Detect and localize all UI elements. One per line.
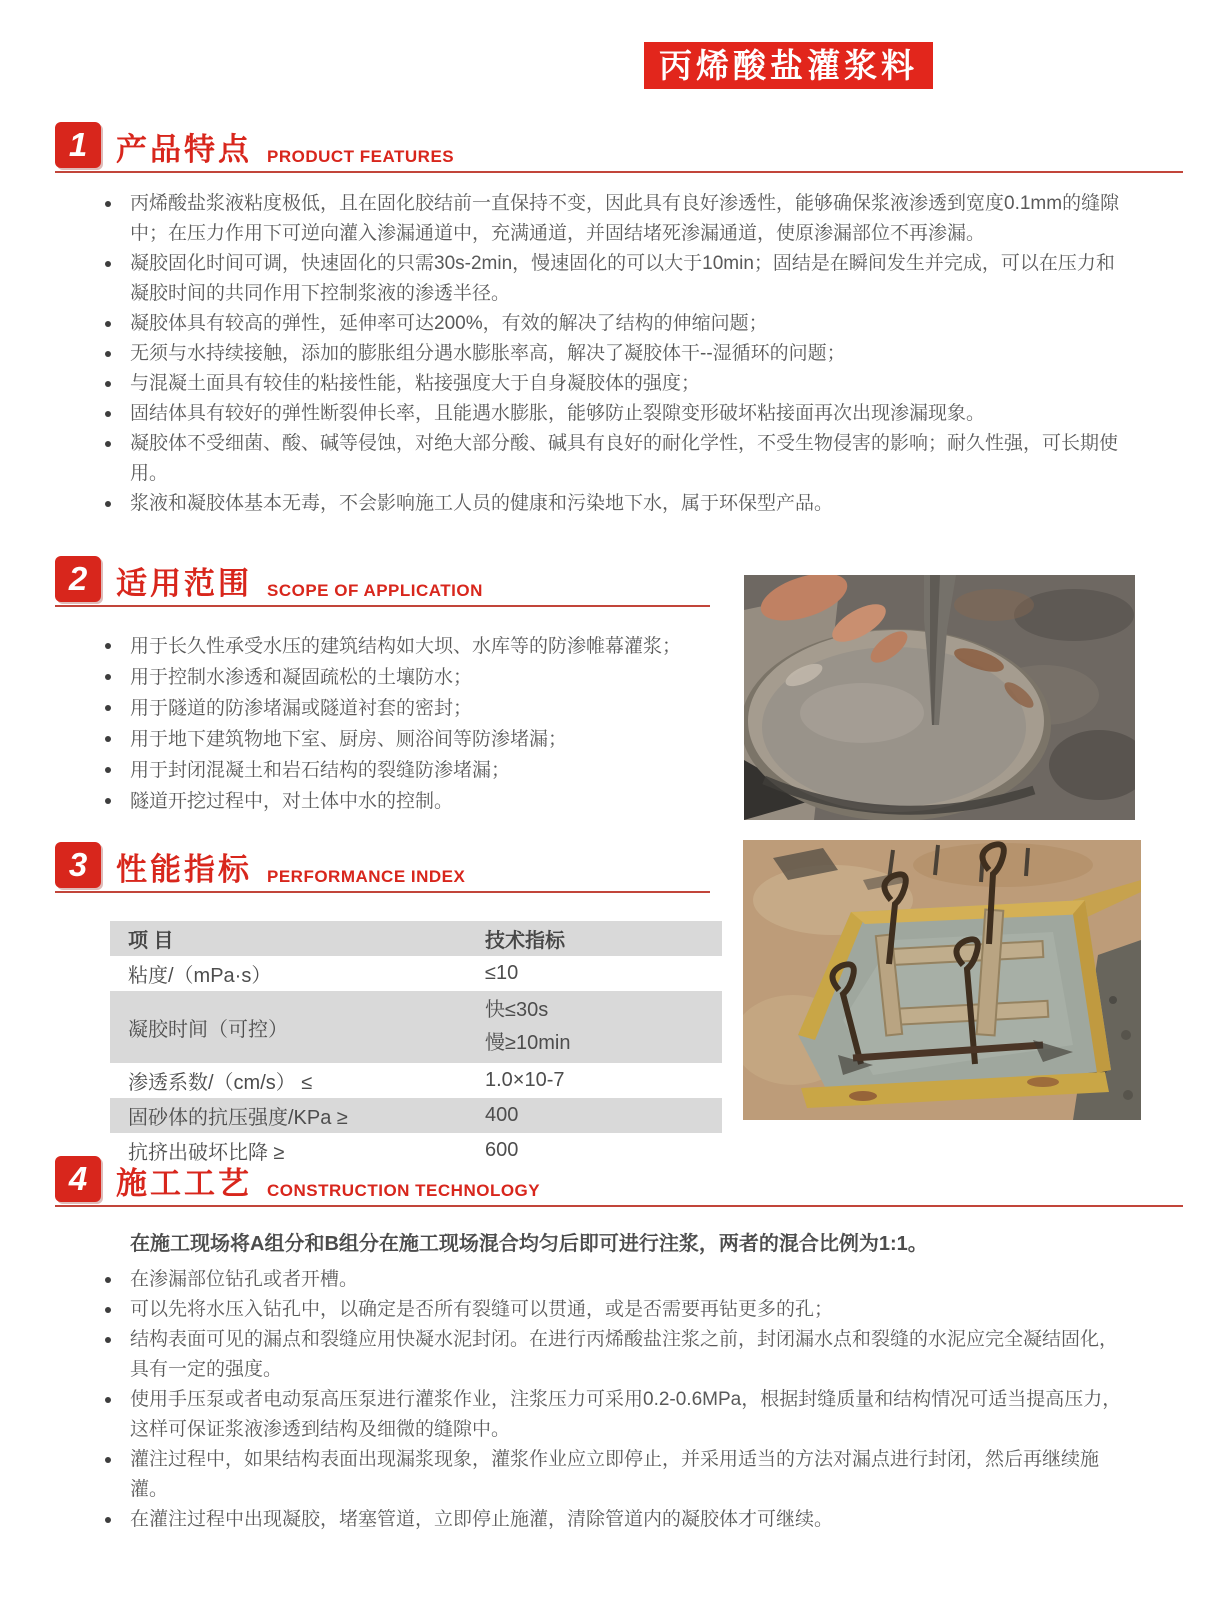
section-underline — [55, 605, 710, 607]
section-title-en: SCOPE OF APPLICATION — [267, 581, 483, 600]
slurry-mixing-illustration — [744, 575, 1135, 820]
bullet-dot — [105, 736, 111, 742]
table-cell: ≤10 — [485, 962, 519, 984]
list-item — [55, 249, 1130, 309]
bullet-text: 用于隧道的防渗堵漏或隧道衬套的密封； — [130, 698, 473, 719]
list-item — [55, 1505, 1130, 1535]
list-item — [55, 662, 745, 693]
bullet-dot — [105, 767, 111, 773]
list-item — [55, 724, 745, 755]
bullet-text: 无须与水持续接触，添加的膨胀组分遇水膨胀率高，解决了凝胶体干--湿循环的问题； — [130, 343, 846, 364]
section-title-en: CONSTRUCTION TECHNOLOGY — [267, 1181, 541, 1200]
bullet-text: 浆液和凝胶体基本无毒，不会影响施工人员的健康和污染地下水，属于环保型产品。 — [130, 493, 834, 514]
bullet-text: 固结体具有较好的弹性断裂伸长率，且能遇水膨胀，能够防止裂隙变形破坏粘接面再次出现渗漏现象。 — [130, 403, 986, 424]
construction-step-list — [55, 1265, 1130, 1535]
bullet-dot — [105, 1397, 111, 1403]
section-construction-technology — [55, 1156, 1183, 1535]
table-cell-line: 慢≥10min — [485, 1032, 571, 1054]
product-title-banner: 丙烯酸盐灌浆料 — [644, 42, 933, 89]
bullet-text: 在灌注过程中出现凝胶，堵塞管道，立即停止施灌，清除管道内的凝胶体才可继续。 — [130, 1509, 834, 1530]
bullet-text: 在渗漏部位钻孔或者开槽。 — [130, 1269, 359, 1290]
bullet-dot — [105, 441, 111, 447]
table-cell: 抗挤出破坏比降 ≥ — [128, 1142, 285, 1164]
application-list — [55, 631, 745, 817]
section-product-features — [55, 122, 1183, 519]
bullet-text: 凝胶体具有较高的弹性，延伸率可达200%，有效的解决了结构的伸缩问题； — [130, 313, 768, 334]
list-item — [55, 693, 745, 724]
feature-list — [55, 189, 1130, 519]
table-cell: 400 — [485, 1104, 519, 1126]
slurry-mixing-photo — [744, 575, 1135, 820]
section-header — [55, 122, 1183, 168]
concrete-formwork-photo — [743, 840, 1141, 1120]
table-cell: 固砂体的抗压强度/KPa ≥ — [128, 1107, 348, 1129]
table-row — [110, 1098, 722, 1133]
bullet-dot — [105, 381, 111, 387]
list-item — [55, 309, 1130, 339]
bullet-dot — [105, 1457, 111, 1463]
bullet-text: 丙烯酸盐浆液粘度极低，且在固化胶结前一直保持不变，因此具有良好渗透性，能够确保浆液渗透到宽度0.1mm的缝隙中；在压力作用下可逆向灌入渗漏通道中，充满通道，并固结堵死渗漏通道，使原渗漏部位不再渗漏。 — [130, 193, 1120, 244]
list-item — [55, 1385, 1130, 1445]
bullet-dot — [105, 674, 111, 680]
bullet-text: 用于长久性承受水压的建筑结构如大坝、水库等的防渗帷幕灌浆； — [130, 636, 682, 657]
bullet-dot — [105, 1337, 111, 1343]
section-underline — [55, 1205, 1183, 1207]
table-cell: 1.0×10-7 — [485, 1069, 565, 1091]
bullet-dot — [105, 261, 111, 267]
bullet-text: 隧道开挖过程中，对土体中水的控制。 — [130, 791, 454, 812]
bullet-dot — [105, 1277, 111, 1283]
bullet-dot — [105, 643, 111, 649]
bullet-dot — [105, 201, 111, 207]
table-row — [110, 991, 722, 1063]
table-cell — [467, 991, 722, 1063]
bullet-dot — [105, 351, 111, 357]
bullet-text: 凝胶固化时间可调，快速固化的只需30s-2min，慢速固化的可以大于10min；固结是在瞬间发生并完成，可以在压力和凝胶时间的共同作用下控制浆液的渗透半径。 — [130, 253, 1115, 304]
bullet-dot — [105, 798, 111, 804]
bullet-dot — [105, 1307, 111, 1313]
table-cell: 600 — [485, 1139, 519, 1161]
section-title-cn: 施工工艺 — [116, 1166, 252, 1201]
bullet-text: 用于控制水渗透和凝固疏松的土壤防水； — [130, 667, 473, 688]
section-title-cn: 产品特点 — [116, 132, 252, 167]
bullet-text: 使用手压泵或者电动泵高压泵进行灌浆作业，注浆压力可采用0.2-0.6MPa，根据封缝质量和结构情况可适当提高压力，这样可保证浆液渗透到结构及细微的缝隙中。 — [130, 1389, 1122, 1440]
list-item — [55, 1265, 1130, 1295]
bullet-dot — [105, 705, 111, 711]
bullet-dot — [105, 411, 111, 417]
list-item — [55, 631, 745, 662]
list-item — [55, 339, 1130, 369]
bullet-dot — [105, 321, 111, 327]
table-cell: 渗透系数/（cm/s） ≤ — [128, 1072, 313, 1094]
bullet-dot — [105, 501, 111, 507]
list-item — [55, 755, 745, 786]
list-item — [55, 786, 745, 817]
table-row — [110, 1063, 722, 1098]
section-underline — [55, 171, 1183, 173]
section-number-badge: 2 — [55, 556, 101, 602]
section-title-en: PERFORMANCE INDEX — [267, 867, 466, 886]
list-item — [55, 399, 1130, 429]
bullet-text: 凝胶体不受细菌、酸、碱等侵蚀，对绝大部分酸、碱具有良好的耐化学性，不受生物侵害的影响；耐久性强，可长期使用。 — [130, 433, 1119, 484]
bullet-text: 与混凝土面具有较佳的粘接性能，粘接强度大于自身凝胶体的强度； — [130, 373, 701, 394]
section-number-badge: 1 — [55, 122, 101, 168]
bullet-text: 用于地下建筑物地下室、厨房、厕浴间等防渗堵漏； — [130, 729, 568, 750]
table-row — [110, 956, 722, 991]
section-underline — [55, 891, 710, 893]
list-item — [55, 489, 1130, 519]
bullet-text: 灌注过程中，如果结构表面出现漏浆现象，灌浆作业应立即停止，并采用适当的方法对漏点进行封闭，然后再继续施灌。 — [130, 1449, 1100, 1500]
concrete-formwork-illustration — [743, 840, 1141, 1120]
list-item — [55, 189, 1130, 249]
table-header-cell: 项 目 — [110, 921, 467, 956]
table-cell: 粘度/（mPa·s） — [128, 965, 272, 987]
list-item — [55, 369, 1130, 399]
table-cell: 凝胶时间（可控） — [128, 1018, 288, 1041]
list-item — [55, 1445, 1130, 1505]
section-title-en: PRODUCT FEATURES — [267, 147, 455, 166]
section-header — [55, 1156, 1183, 1202]
section-title-cn: 性能指标 — [116, 852, 252, 887]
bullet-text: 用于封闭混凝土和岩石结构的裂缝防渗堵漏； — [130, 760, 511, 781]
section-number-badge: 4 — [55, 1156, 101, 1202]
bullet-text: 可以先将水压入钻孔中，以确定是否所有裂缝可以贯通，或是否需要再钻更多的孔； — [130, 1299, 834, 1320]
section-number-badge: 3 — [55, 842, 101, 888]
bullet-text: 结构表面可见的漏点和裂缝应用快凝水泥封闭。在进行丙烯酸盐注浆之前，封闭漏水点和裂缝的水泥应完全凝结固化，具有一定的强度。 — [130, 1329, 1119, 1380]
section-title-cn: 适用范围 — [116, 566, 252, 601]
bullet-dot — [105, 1517, 111, 1523]
list-item — [55, 1325, 1130, 1385]
list-item — [55, 1295, 1130, 1325]
table-cell-line: 快≤30s — [485, 999, 549, 1021]
performance-table — [110, 921, 722, 1168]
mixing-ratio-note: 在施工现场将A组分和B组分在施工现场混合均匀后即可进行注浆，两者的混合比例为1:1。 — [130, 1233, 928, 1255]
table-header-row — [110, 921, 722, 956]
table-header-cell: 技术指标 — [467, 921, 722, 956]
list-item — [55, 429, 1130, 489]
